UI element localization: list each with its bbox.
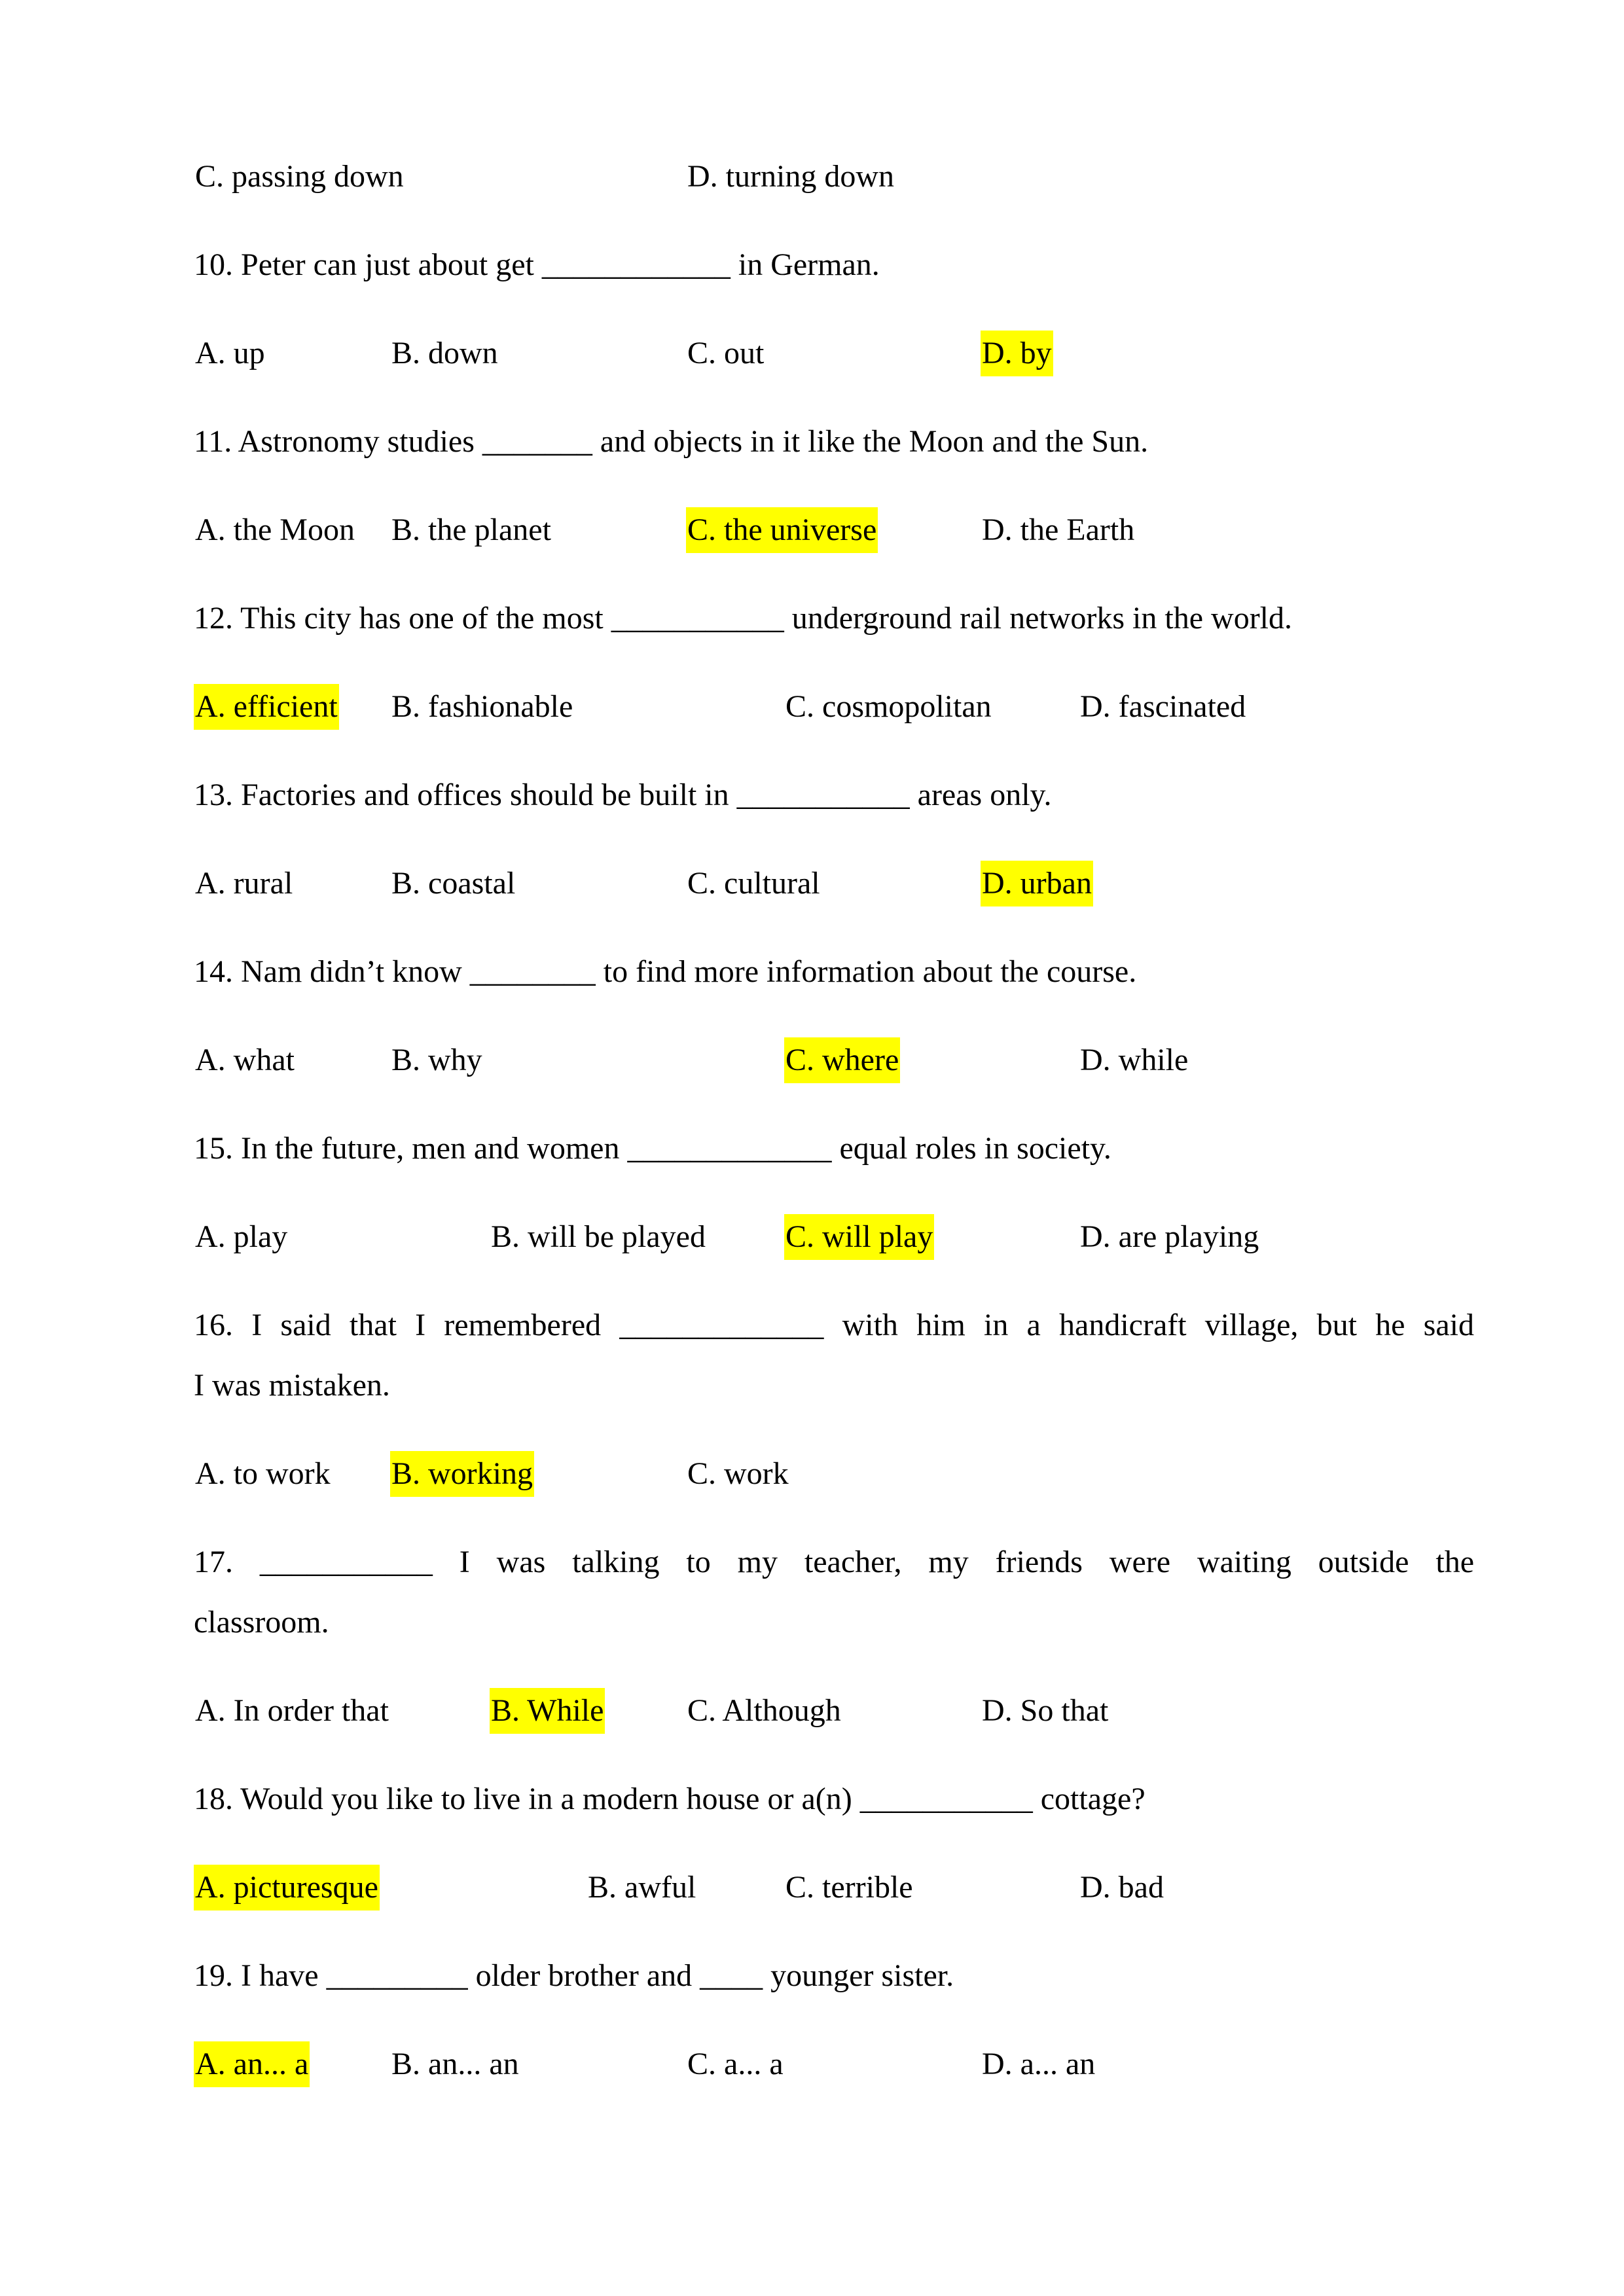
q12-option-d: D. fascinated: [1080, 689, 1246, 724]
q11-option-a: A. the Moon: [195, 512, 355, 547]
q13-option-c: C. cultural: [687, 866, 820, 901]
q16-option-c: C. work: [687, 1456, 789, 1491]
q18-option-c: C. terrible: [785, 1870, 913, 1905]
q14-stem: 14. Nam didn’t know ________ to find more information about the course.: [194, 954, 1137, 989]
q19-option-a-answer-highlight: A. an... a: [194, 2041, 310, 2087]
q10-option-c: C. out: [687, 336, 765, 370]
q17-option-d: D. So that: [982, 1693, 1109, 1728]
q18-option-a-answer-highlight: A. picturesque: [194, 1865, 380, 1910]
q18-option-d: D. bad: [1080, 1870, 1164, 1905]
q10-stem: 10. Peter can just about get ____________ in German.: [194, 247, 880, 282]
q17-option-b-answer-highlight: B. While: [490, 1688, 605, 1734]
q13-option-d-answer-highlight: D. urban: [981, 861, 1093, 906]
q12-option-a-answer-highlight: A. efficient: [194, 684, 339, 730]
q13-option-a: A. rural: [195, 866, 293, 901]
q14-option-a: A. what: [195, 1043, 295, 1077]
q14-option-d: D. while: [1080, 1043, 1189, 1077]
q18-option-b: B. awful: [588, 1870, 696, 1905]
q16-option-a: A. to work: [195, 1456, 331, 1491]
q11-option-b: B. the planet: [391, 512, 551, 547]
q19-stem: 19. I have _________ older brother and ____ younger sister.: [194, 1958, 954, 1993]
q9-option-d: D. turning down: [687, 159, 894, 194]
q10-option-b: B. down: [391, 336, 498, 370]
q13-stem: 13. Factories and offices should be built in ___________ areas only.: [194, 778, 1052, 812]
q19-option-d: D. a... an: [982, 2047, 1096, 2081]
q19-option-c: C. a... a: [687, 2047, 784, 2081]
q12-option-b: B. fashionable: [391, 689, 573, 724]
q17-stem-line-1: 17. ___________ I was talking to my teacher, my friends were waiting outside the: [194, 1545, 1474, 1579]
q14-option-b: B. why: [391, 1043, 482, 1077]
q15-option-a: A. play: [195, 1219, 288, 1254]
q10-option-a: A. up: [195, 336, 265, 370]
q17-stem-line-2: classroom.: [194, 1605, 329, 1640]
q11-option-d: D. the Earth: [982, 512, 1135, 547]
q14-option-c-answer-highlight: C. where: [784, 1037, 900, 1083]
q12-stem: 12. This city has one of the most ___________ underground rail networks in the world.: [194, 601, 1293, 636]
q18-stem: 18. Would you like to live in a modern house or a(n) ___________ cottage?: [194, 1782, 1146, 1816]
q17-option-c: C. Although: [687, 1693, 841, 1728]
q16-option-b-answer-highlight: B. working: [390, 1451, 534, 1497]
q15-option-b: B. will be played: [491, 1219, 706, 1254]
q15-option-d: D. are playing: [1080, 1219, 1259, 1254]
q15-option-c-answer-highlight: C. will play: [784, 1214, 934, 1260]
q11-option-c-answer-highlight: C. the universe: [686, 507, 878, 553]
q16-stem-line-2: I was mistaken.: [194, 1368, 390, 1403]
q15-stem: 15. In the future, men and women _____________ equal roles in society.: [194, 1131, 1111, 1166]
q19-option-b: B. an... an: [391, 2047, 519, 2081]
q10-option-d-answer-highlight: D. by: [981, 331, 1053, 376]
q13-option-b: B. coastal: [391, 866, 516, 901]
q17-option-a: A. In order that: [195, 1693, 389, 1728]
q16-stem-line-1: 16. I said that I remembered _____________ with him in a handicraft village, but he said: [194, 1308, 1474, 1342]
q11-stem: 11. Astronomy studies _______ and objects in it like the Moon and the Sun.: [194, 424, 1149, 459]
q12-option-c: C. cosmopolitan: [785, 689, 992, 724]
q9-option-c: C. passing down: [195, 159, 404, 194]
